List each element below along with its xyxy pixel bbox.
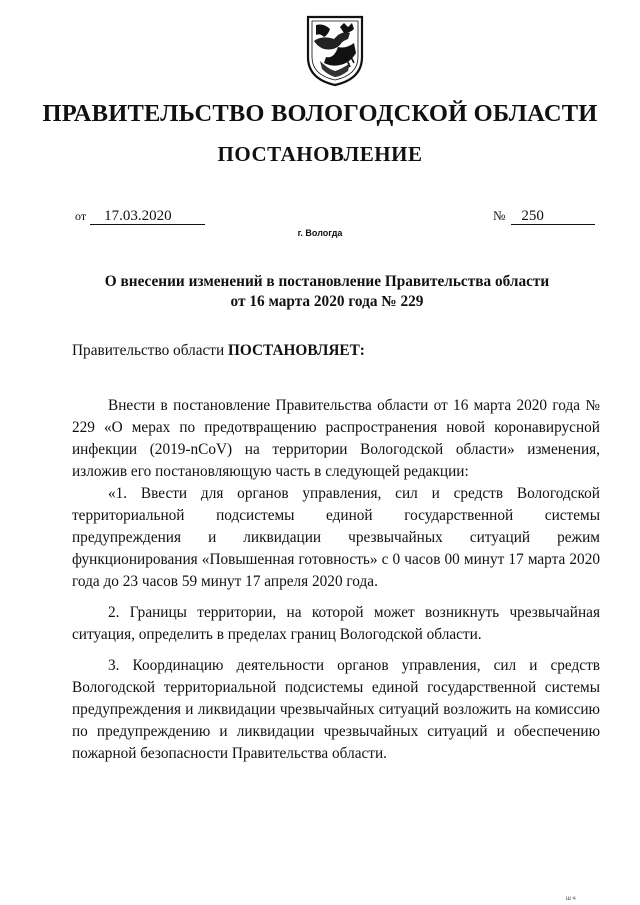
paragraph-item-3: 3. Координацию деятельности органов управления, сил и средств Вологодской территориальной подсистемы единой государственной системы предупреждения и ликвидации чрезвычайных ситуаций возложить на комиссию по предупреждению и ликвидации чрезвычайных ситуаций и обеспечению пожарной безопасности Правительства области. (72, 657, 600, 762)
number-value: 250 (511, 208, 595, 225)
date-value: 17.03.2020 (90, 208, 205, 225)
document-number (493, 208, 595, 225)
resolution-verb: ПОСТАНОВЛЯЕТ: (228, 342, 365, 359)
city: г. Вологда (297, 228, 343, 238)
document-date (75, 208, 205, 225)
document-subject (80, 272, 574, 312)
paragraph-intro: Внести в постановление Правительства области от 16 марта 2020 года № 229 «О мерах по предотвращению распространения новой коронавирусной инфекции (2019-nCoV) на территории Вологодской области» изменения, изложив его постановляющую часть в следующей редакции: (72, 397, 600, 480)
paragraph-item-1: «1. Ввести для органов управления, сил и средств Вологодской территориальной подсистемы единой государственной системы предупреждения и ликвидации чрезвычайных ситуаций режим функционирования «Повышенная готовность» с 0 часов 00 минут 17 марта 2020 года до 23 часов 59 минут 17 апреля 2020 года. (72, 485, 600, 590)
document-type: ПОСТАНОВЛЕНИЕ (217, 142, 423, 166)
number-prefix: № (493, 208, 506, 223)
paragraph-item-2: 2. Границы территории, на которой может возникнуть чрезвычайная ситуация, определить в пределах границ Вологодской области. (72, 604, 600, 643)
resolution-lead: Правительство области (72, 342, 229, 359)
organization-title: ПРАВИТЕЛЬСТВО ВОЛОГОДСКОЙ ОБЛАСТИ (42, 100, 598, 127)
coat-of-arms-icon (304, 13, 366, 88)
subject-line-1: О внесении изменений в постановление Правительства области (104, 273, 550, 290)
date-prefix: от (75, 209, 87, 223)
page-marker: ш ч (566, 896, 576, 902)
resolution-clause (72, 342, 365, 360)
subject-line-2: от 16 марта 2020 года № 229 (230, 293, 424, 310)
document-body (72, 395, 600, 774)
